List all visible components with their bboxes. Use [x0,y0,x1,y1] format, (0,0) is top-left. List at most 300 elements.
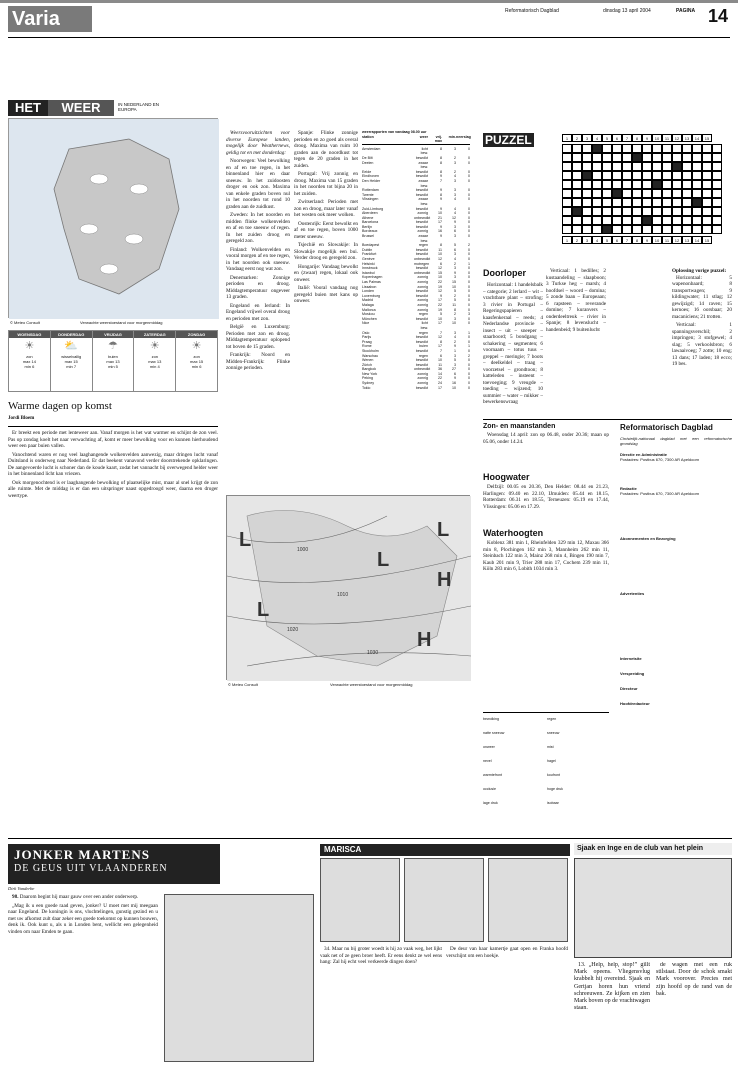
grid-cell [682,207,692,216]
page-date: dinsdag 13 april 2004 [603,8,651,14]
grid-cell [652,153,662,162]
table-row: Helsinki motregen 6 2 1 [362,261,470,266]
grid-number: 14 [692,134,702,142]
table-row: Praag bewolkt 8 2 0 [362,339,470,344]
table-row: Eelde bewolkt 8 2 0 [362,169,470,174]
grid-number: 3 [582,134,592,142]
grid-cell [592,144,602,153]
grid-cell [662,198,672,207]
grid-cell [712,180,722,189]
table-row: Mallorca zonnig 19 8 0 [362,307,470,312]
grid-cell [652,144,662,153]
grid-cell [582,207,592,216]
jonker-martens-banner [8,844,220,884]
grid-cell [712,198,722,207]
grid-cell [712,216,722,225]
grid-number: 1 [562,134,572,142]
grid-cell [572,144,582,153]
sjaak-text-2: de wagen met een ruk stilstaat. Door de schok smakt Mark voorover. Precies met zijn hoofd op de rand van de bak. [656,962,732,997]
grid-cell [612,189,622,198]
grid-cell [582,180,592,189]
synoptic-caption: Verwachte weerstoestand voor morgenmiddag [330,682,413,687]
pressure-label: H [417,629,432,651]
marisca-text-1: 34. Maar nu bij groter woedt is hij zo vaak weg, het lijkt vaak net of ze geen broer heeft. Er eens denkt ze wel eens hang: Zal hij echt veel verkeerde dingen doen? [320,946,442,965]
grid-cell [612,216,622,225]
table-row: Malaga zonnig 22 11 0 [362,302,470,307]
grid-number-row [562,134,712,142]
grid-cell [622,162,632,171]
table-row: Istanbul onbewolkt 15 9 0 [362,270,470,275]
map-caption: Verwachte weerstoestand voor morgenmiddag [80,320,163,325]
grid-cell [642,162,652,171]
grid-number: 11 [662,236,672,244]
grid-cell [632,171,642,180]
grid-cell [592,225,602,234]
weather-author: Jordi Bloem [8,416,35,421]
hoogwater-title: Hoogwater [483,472,530,482]
map-credit: © Meteo Consult [10,320,40,325]
grid-cell [562,144,572,153]
grid-cell [682,144,692,153]
puzzle-clues-1: Horizontaal: 1 handelsbalk – categorie; 2 lerlard – wit – vrachtbare plant – strofing; 3 rivier in Portugal – Regeringspapieren – kaasfenkeraal – reeds; 4 Nederlandse provincie – insect – uit – sneeper – staarboord; 5 bondgang – schakering – segmenten; 6 voornaam – totus tuus – greppel – meringie; 7 boots – deelkeldel – traag – voorzetsel – grondtoon; 8 katteleden – insteent – toevoeging; 9 vreugde – toeding – wijzend; 10 summier – water – mikker – bewerkenswraag [483,282,543,405]
grid-cell [682,180,692,189]
grid-cell [702,207,712,216]
grid-number: 13 [682,134,692,142]
grid-number: 5 [602,236,612,244]
grid-cell [602,198,612,207]
grid-cell [662,144,672,153]
pressure-label: L [239,529,252,551]
grid-cell [592,162,602,171]
isobar-label: 1000 [297,547,309,553]
grid-cell [712,207,722,216]
grid-number: 2 [572,134,582,142]
legend-item: warmtefront [483,773,502,777]
grid-number: 8 [632,236,642,244]
grid-number: 1 [562,236,572,244]
table-row: Brussel zwaar bew. 9 3 0 [362,234,470,243]
puzzle-title: PUZZEL [485,133,532,147]
grid-cell [642,153,652,162]
grid-number: 12 [672,134,682,142]
grid-cell [682,225,692,234]
grid-number: 14 [692,236,702,244]
grid-cell [622,207,632,216]
grid-cell [602,153,612,162]
table-row: Den Helder zwaar bew. 7 3 0 [362,178,470,188]
table-row: Bordeaux zonnig 16 6 0 [362,229,470,234]
grid-cell [572,225,582,234]
grid-cell [662,153,672,162]
grid-cell [662,216,672,225]
marisca-panel-3 [488,858,568,942]
table-row: Oslo regen 7 3 1 [362,330,470,335]
europe-intro: Weersvooruitzichten voor diverse Europese landen, mogelijk door Weathernews, geldig tot en met donderdag: Noorwegen: Veel bewolking en af en toe regen, in het binnenland hier en daar sneeuw. In het zuidoosten droger en ook zon. Maxima van enkele graden boven nul in het noorden tot rond 10 graden aan de zuidkust. Zweden: In het noorden en midden flinke wolkenvelden en af en toe sneeuw of regen. In het zuiden droog en geregeld zon. Finland: Wolkenvelden en vooral morgen af en toe regen, in het noorden ook sneeuw. Vandaag eerst nog wat zon. Denemarken: Zonnige perioden en droog. Middagtemperatuur ongeveer 13 graden. Engeland en Ierland: In Engeland vrijwel overal droog en perioden met zon. België en Luxemburg: Perioden met zon en droog. Middagtemperatuur oplopend tot boven de 15 graden. Frankrijk: Noord en Midden-Frankrijk: Flinke zonnige perioden. [226,130,290,371]
grid-cell [612,162,622,171]
table-row: Las Palmas zonnig 22 15 0 [362,280,470,284]
grid-cell [652,225,662,234]
grid-cell [692,162,702,171]
grid-cell [642,198,652,207]
grid-cell [632,180,642,189]
grid-cell [692,198,702,207]
grid-number: 10 [652,134,662,142]
grid-number: 11 [662,134,672,142]
grid-number: 7 [622,134,632,142]
grid-cell [612,171,622,180]
grid-cell [702,180,712,189]
grid-cell [612,225,622,234]
grid-cell [712,153,722,162]
grid-cell [702,225,712,234]
grid-cell [602,171,612,180]
grid-cell [632,144,642,153]
table-row: Wenen bewolkt 10 5 0 [362,358,470,363]
table-row: Zürich bewolkt 11 3 0 [362,362,470,367]
grid-cell [602,189,612,198]
forecast-day: DONDERDAG ⛅ wisselvallig max 15 min 7 [51,331,93,391]
grid-number: 9 [642,236,652,244]
grid-cell [632,153,642,162]
grid-cell [612,153,622,162]
jm-author: Dirk Vanderbe [8,886,35,891]
grid-cell [602,216,612,225]
weather-headline: Warme dagen op komst [8,400,112,412]
grid-cell [572,162,582,171]
synoptic-credit: © Meteo Consult [228,682,258,687]
grid-cell [672,153,682,162]
grid-cell [682,216,692,225]
grid-cell [592,153,602,162]
grid-number: 4 [592,236,602,244]
legend-item: occlusie [483,787,496,791]
grid-cell [622,198,632,207]
isobar-label: 1030 [367,650,379,656]
grid-number: 12 [672,236,682,244]
netherlands-weather-map [8,118,218,318]
grid-cell [642,171,652,180]
weather-icon: ☀ [191,340,202,352]
table-row: Madrid zonnig 17 5 0 [362,298,470,303]
waterhoogte-title: Waterhoogten [483,528,544,538]
grid-cell [582,189,592,198]
grid-cell [652,207,662,216]
grid-cell [582,153,592,162]
zon-text: Woensdag 14 april: zon op 06.48, onder 20.36; maan op 05.06, onder 14.24. [483,432,609,445]
table-row: Boedapest regen 8 5 2 [362,243,470,248]
grid-cell [652,171,662,180]
grid-cell [642,144,652,153]
colophon-title: Reformatorisch Dagblad [620,423,713,432]
netherlands-map-graphic [9,119,219,319]
table-row: Moskou regen 5 2 3 [362,312,470,317]
grid-cell [642,189,652,198]
grid-cell [692,216,702,225]
grid-cell [622,225,632,234]
forecast-day: VRIJDAG ☂ buien max 13 min 5 [93,331,135,391]
table-row: Parijs bewolkt 12 4 0 [362,335,470,340]
grid-cell [672,225,682,234]
page-number: 14 [707,6,728,26]
grid-cell [652,216,662,225]
grid-cell [702,162,712,171]
grid-cell [682,198,692,207]
grid-cell [562,198,572,207]
grid-cell [672,162,682,171]
grid-cell [622,153,632,162]
table-row: Stockholm bewolkt 7 1 0 [362,348,470,353]
grid-number: 10 [652,236,662,244]
grid-cell [592,180,602,189]
grid-cell [652,189,662,198]
sjaak-text-1: 13. „Help, help, stop!” gillt Mark opeens. Vliegensvlug krabbelt hij overeind. Sjaak en Gertjan horen hun vriend schreeuwen. Ze kijken en zien Mark boven op de vrachtwagen staan. [574,962,650,1012]
table-row: Amsterdam licht bew. 8 3 0 [362,146,470,156]
grid-cell [592,198,602,207]
grid-cell [562,180,572,189]
legend-item: sneeuw [547,731,560,735]
grid-cell [632,162,642,171]
grid-number: 2 [572,236,582,244]
table-row: Sydney zonnig 24 16 0 [362,381,470,386]
jm-title: JONKER MARTENS [14,847,150,862]
grid-cell [572,171,582,180]
grid-number: 6 [612,134,622,142]
weather-subtitle: IN NEDERLAND EN EUROPA [118,102,160,112]
grid-cell [672,207,682,216]
table-row: Rotterdam bewolkt 9 3 0 [362,188,470,193]
puzzle-grid [562,134,732,244]
europe-forecast: Spanje: Flinke zonnige perioden en zo goed als overal droog. Maxima van ruim 10 graden aan de noordkust tot tegen de 20 graden in het zuiden. Portugal: Vrij zonnig en droog. Maxima van 15 graden in het noorden tot bijna 20 in het zuiden. Zwitserland: Perioden met zon en droog, maar later vanaf het westen ook meer wolken. Oostenrijk: Eerst bewolkt en af en toe regen, boven 1000 meter sneeuw. Tsjechië en Slowakije: In Slowakije mogelijk een bui. Verder droog en geregeld zon. Hongarije: Vandaag bewolkt en (zwaar) regen, lokaal ook onweer. Italië: Vooral vandaag nog geregeld buien met kans op onweer. [294,130,358,304]
grid-cell [562,225,572,234]
grid-cell [652,198,662,207]
table-row: Luxemburg bewolkt 9 2 0 [362,293,470,298]
weather-icon: ☀ [149,340,160,352]
forecast-day: WOENSDAG ☀ zon max 14 min 6 [9,331,51,391]
grid-cell [582,162,592,171]
grid-number: 6 [612,236,622,244]
doorloper-title: Doorloper [483,268,527,278]
table-row: Athene onbewolkt 21 12 0 [362,215,470,220]
marisca-text-2: De deur van haar kamertje gaat open en Franka hoofd verschijnt om een hoekje. [446,946,568,959]
pressure-label: L [437,519,450,541]
pressure-label: L [377,549,390,571]
table-row: Genève onbewolkt 12 4 0 [362,257,470,262]
pressure-label: H [437,569,452,591]
grid-cell [692,180,702,189]
grid-cell [602,162,612,171]
grid-cell [582,144,592,153]
grid-cell [672,171,682,180]
legend-item: hagel [547,759,556,763]
grid-cell [682,189,692,198]
grid-cell [692,144,702,153]
grid-cell [592,189,602,198]
grid-cell [562,171,572,180]
grid-cell [672,180,682,189]
grid-number: 9 [642,134,652,142]
puzzle-clues-2: Verticaal: 1 bedilles; 2 kustaandeling – slaapboon; 3 Turkse heg – marsh; 4 hoofdsel – woord – domina; 5 zonde baan – Europeaan; 6 rapsteen – reverande domine; 7 kuranvers – onderdeeltreuk – rivier in Spanje; 8 levenslucht – handenbeid; 9 buitenlucht [546,268,606,333]
grid-cell [582,225,592,234]
marisca-panel-1 [320,858,400,942]
table-row: Kopenhagen zonnig 10 3 0 [362,275,470,280]
grid-cell [702,216,712,225]
grid-cell [572,207,582,216]
grid-number: 5 [602,134,612,142]
grid-cell [702,171,712,180]
grid-number: 15 [702,236,712,244]
grid-cell [662,225,672,234]
grid-cell [572,198,582,207]
grid-cell [692,153,702,162]
grid-cell [622,189,632,198]
table-row: New York zonnig 14 6 0 [362,371,470,376]
grid-cell [612,180,622,189]
grid-cell [622,180,632,189]
grid-cell [682,162,692,171]
legend-item: bewolking [483,717,499,721]
table-row: Deelen zwaar bew. 8 3 0 [362,160,470,170]
grid-cell [702,144,712,153]
forecast-day: ZATERDAG ☀ zon max 13 min 4 [134,331,176,391]
grid-cell [592,216,602,225]
grid-cell [572,180,582,189]
sjaak-title: Sjaak en Inge en de club van het plein [574,843,732,855]
grid-number: 7 [622,236,632,244]
grid-number: 3 [582,236,592,244]
jm-text-1: 98. Daarom begint hij maar gauw over een ander onderwerp. „Mag ik u een goede raad geven, jonker? U moet met mij meegaan naar Engeland. De koningin is ons, vluchtelingen, gunstig gezind en u met uw afkomst zult daar zeker een goede toekomst op kunnen bouwen, denk ik. Ook kunt u, als u in Londen bent, wellicht een gelegenheid vinden om naar Emden te gaan. [8,894,158,935]
grid-cell [682,153,692,162]
table-row: Barcelona bewolkt 17 9 0 [362,220,470,225]
grid-cell [692,189,702,198]
sjaak-cartoon [574,858,732,958]
grid-cell [692,225,702,234]
grid-cell [692,171,702,180]
waterhoogte-text: Koblenz 381 min 1, Rheinfelden 329 min 12, Maxau 366 min 8, Plochingen 162 min 3, Mannheim 262 min 11, Steinbach 122 min 3, Mainz 268 min 4, Bingen 190 min 7, Kaub 201 min 9, Trier 288 min 17, Cochem 239 min 11, Köln 283 min 6, Lobith 1034 min 3. [483,540,609,572]
weather-article: Er breekt een periode met lenteweer aan. Vanaf morgen is het wat warmer en schijnt de zon veel. Pas op zondag koelt het naar verwachting af, komt er meer bewolking voor en kunnen hierhoudend weer een paar buien vallen. Vanochtend waren er nog veel laaghangende wolkenvelden aanwezig, maar dringen lucht vanaf Duitsland is onderweg naar Nederland. Er dat beekent vanavond verder doorstrekende opklaringen. De aangevoerde lucht is schoner dan de koude kaart, zodat het vannacht bij overwegend helder weer in het binnenland licht kan vriezen. Ook morgenochtend is er laaghangende bewolking of plaatselijke mist, maar al snel krijgt de zon alle ruimte. Met de middag is er dan een uitspringer naast opgedroogd weer, daarna een droger weertype. [8,430,218,499]
grid-cell [592,207,602,216]
grid-cell [642,216,652,225]
synoptic-weather-map [226,495,470,680]
pressure-label: L [257,599,270,621]
legend-item: onweer [483,745,495,749]
table-row: Twente bewolkt 8 3 0 [362,192,470,197]
grid-cell [582,216,592,225]
table-row: Dublin bewolkt 11 6 0 [362,247,470,252]
grid-cell [672,216,682,225]
grid-cell [662,171,672,180]
grid-number: 8 [632,134,642,142]
grid-cell [702,153,712,162]
weather-icon: ⛅ [64,340,79,352]
grid-cell [622,216,632,225]
grid-cell [612,207,622,216]
grid-cell [562,216,572,225]
legend-item: isobaar [547,801,559,805]
table-row: Nice licht bew. 17 10 0 [362,321,470,330]
legend-item: hoge druk [547,787,563,791]
table-row: Frankfurt bewolkt 10 3 0 [362,252,470,257]
grid-cell [682,171,692,180]
zon-title: Zon- en maanstanden [483,423,556,430]
grid-cell [612,198,622,207]
grid-cell [642,207,652,216]
grid-cell [562,189,572,198]
grid-number: 13 [682,236,692,244]
table-row: Peking zonnig 22 9 0 [362,376,470,381]
table-row: Lissabon zonnig 19 10 0 [362,284,470,289]
jm-subtitle: DE GEUS UIT VLAANDEREN [14,863,168,875]
weather-legend [483,712,609,822]
table-row: De Bilt bewolkt 8 2 0 [362,155,470,160]
grid-cell [712,162,722,171]
puzzle-solution: Oplossing vorige puzzel: Horizontaal: 5 wapenonbaard; 8 transportwagen; 9 kildingwater; 11 stlag; 12 gewijzigd; 14 raven; 15 kernoes; 16 oorsbaar; 20 macaniciens; 21 trotten. Verticaal: 1 spanningsverschil; 2 impringen; 3 stofgewel; 4 slag; 5 verkoolsbron; 6 lawaaivoeg; 7 zotte; 10 eng; 13 dans; 17 laden; 18 ecco; 19 bes. [672,268,732,367]
grid-cell [602,225,612,234]
weather-weer: WEER [48,100,114,116]
grid-cell [592,171,602,180]
weather-het: HET [8,100,48,116]
grid-cell [582,198,592,207]
grid-cell [692,207,702,216]
grid-cell [632,198,642,207]
table-row: Berlijn bewolkt 9 3 0 [362,224,470,229]
grid-cell [632,225,642,234]
grid-cell [562,162,572,171]
marisca-panel-2 [404,858,484,942]
grid-cell [602,207,612,216]
legend-item: regen [547,717,557,721]
grid-cell [672,198,682,207]
legend-item: natte sneeuw [483,731,505,735]
grid-number: 15 [702,134,712,142]
table-row: Warschau regen 6 3 2 [362,353,470,358]
table-row: Rome buien 17 9 1 [362,344,470,349]
grid-cell [652,180,662,189]
grid-cell [602,144,612,153]
table-row: Innsbruck bewolkt 12 3 0 [362,266,470,271]
grid-cell [562,153,572,162]
table-row: Aberdeen zonnig 10 4 0 [362,211,470,216]
marisca-banner: MARISCA [320,844,570,856]
grid-cell [712,171,722,180]
table-row: Vlissingen zwaar bew. 9 4 0 [362,197,470,206]
grid-cell [632,216,642,225]
weather-report-table [362,130,470,490]
grid-cell [662,162,672,171]
grid-cell [702,198,712,207]
legend-item: lage druk [483,801,498,805]
grid-cell [702,189,712,198]
paper-name: Reformatorisch Dagblad [505,8,559,14]
five-day-forecast [8,330,218,392]
colophon-text: Christelijk-nationaal dagblad met een reformatorische grondslag Directie en Administratie Postadres: Postbus 670, 7300 AR Apeldoorn Redactie Postadres: Postbus 670, 7300 AR Apeldoorn Abonnementen en Bezorging Advertenties Internetsite Verspreiding Directeur Hoofdredacteur [620,436,732,706]
table-row: Bangkok onbewolkt 36 27 0 [362,367,470,372]
synoptic-map-graphic [227,496,471,681]
table-body [362,147,470,390]
weather-icon: ☀ [24,340,35,352]
grid-cell [612,144,622,153]
table-row: Londen bewolkt 12 5 0 [362,289,470,294]
grid-cell [712,189,722,198]
top-bar [0,0,738,3]
grid-cell [662,207,672,216]
legend-item: nevel [483,759,492,763]
legend-item: koufront [547,773,560,777]
grid-number: 4 [592,134,602,142]
weather-icon: ☂ [108,340,118,352]
table-row: Zuid-Limburg bewolkt 9 4 0 [362,206,470,211]
grid-cell [562,207,572,216]
hoogwater-text: Delfzijl: 00.05 en 20.36, Den Helder: 08.44 en 21.23, Harlingen: 09.40 en 22.10, IJmuiden: 05.44 en 18.15, Rotterdam: 06.31 en 18.55, Terneuzen: 05.19 en 17.44, Vlissingen: 05.06 en 17.29. [483,484,609,510]
